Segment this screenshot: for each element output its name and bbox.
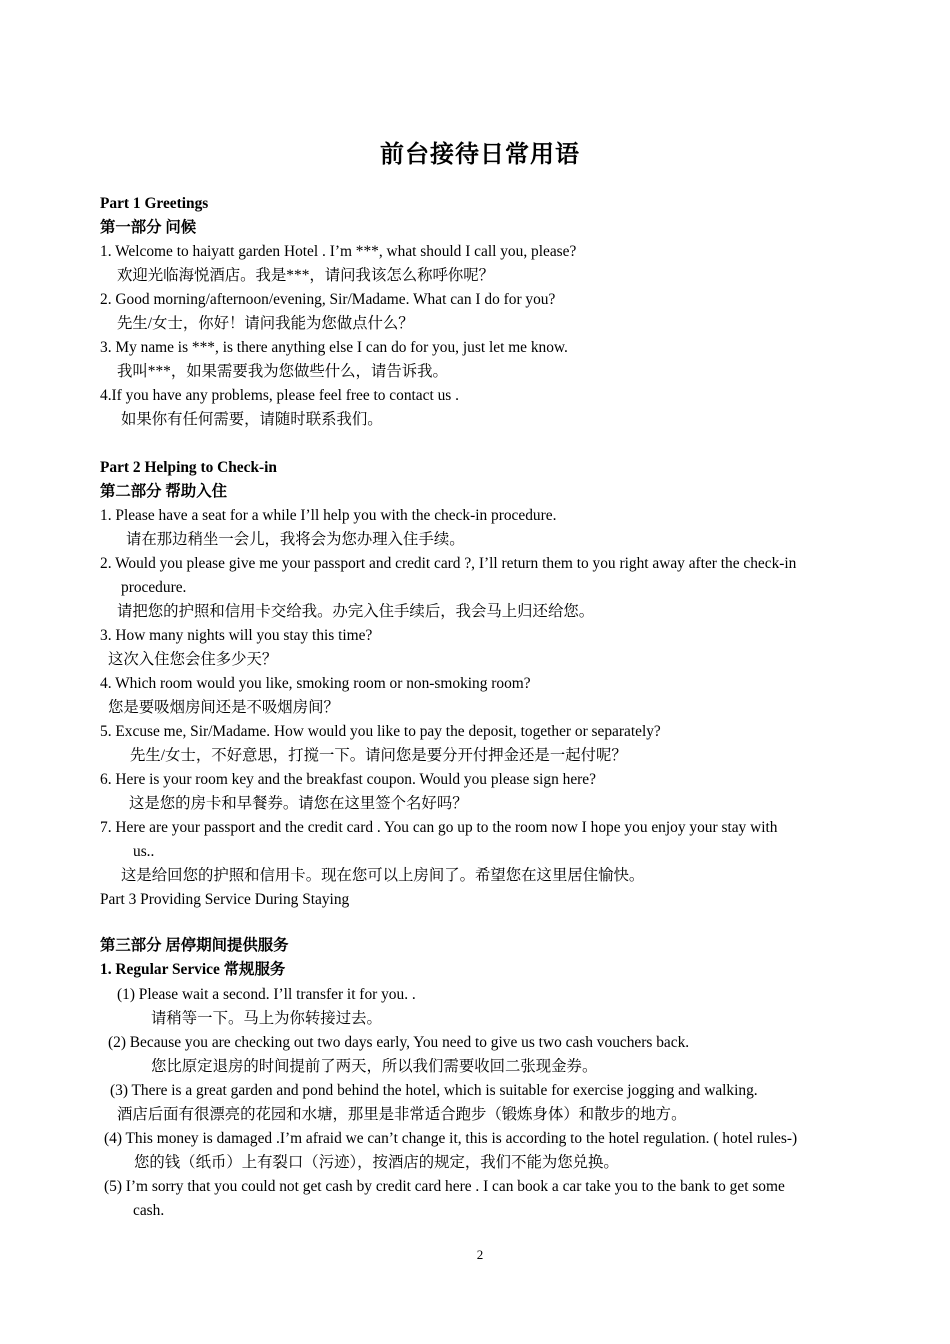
part2-item-6-cn: 这是您的房卡和早餐券。请您在这里签个名好吗？ (129, 795, 468, 812)
part2-item-4-cn: 您是要吸烟房间还是不吸烟房间？ (108, 699, 339, 716)
part1-item-3-en: 3. My name is ***, is there anything else I can do for you, just let me know. (100, 339, 568, 356)
part3-heading-cn: 第三部分 居停期间提供服务 (100, 937, 289, 954)
part1-item-1-en: 1. Welcome to haiyatt garden Hotel . I’m ***, what should I call you, please? (100, 243, 577, 260)
part1-heading-cn: 第一部分 问候 (100, 219, 197, 236)
part2-item-1-en: 1. Please have a seat for a while I’ll help you with the check-in procedure. (100, 507, 557, 524)
part2-item-1-cn: 请在那边稍坐一会儿，我将会为您办理入住手续。 (126, 531, 465, 548)
part2-item-2-en: 2. Would you please give me your passport and credit card ?, I’ll return them to you right away after the check-in (100, 555, 797, 572)
part2-item-3-en: 3. How many nights will you stay this time? (100, 627, 373, 644)
part2-item-7-en: 7. Here are your passport and the credit card . You can go up to the room now I hope you enjoy your stay with (100, 819, 778, 836)
part2-item-5-cn: 先生/女士，不好意思，打搅一下。请问您是要分开付押金还是一起付呢？ (130, 747, 627, 764)
part1-item-3-cn: 我叫***，如果需要我为您做些什么，请告诉我。 (117, 363, 448, 380)
part1-item-4-cn: 如果你有任何需要，请随时联系我们。 (121, 411, 383, 428)
part1-item-4-en: 4.If you have any problems, please feel free to contact us . (100, 387, 459, 404)
page-title: 前台接待日常用语 (380, 142, 580, 168)
part2-item-3-cn: 这次入住您会住多少天？ (108, 651, 278, 668)
part3-item-3-en: (3) There is a great garden and pond behind the hotel, which is suitable for exercise jogging and walking. (110, 1082, 758, 1099)
part3-item-2-en: (2) Because you are checking out two days early, You need to give us two cash vouchers back. (108, 1034, 690, 1051)
part3-item-5-en-cont: cash. (133, 1202, 165, 1219)
part2-heading-en: Part 2 Helping to Check-in (100, 459, 277, 476)
part2-item-2-en-cont: procedure. (121, 579, 187, 596)
part2-item-2-cn: 请把您的护照和信用卡交给我。办完入住手续后，我会马上归还给您。 (117, 603, 595, 620)
part2-heading-cn: 第二部分 帮助入住 (100, 483, 227, 500)
part1-item-2-cn: 先生/女士，你好！请问我能为您做点什么？ (117, 315, 414, 332)
part1-item-1-cn: 欢迎光临海悦酒店。我是***，请问我该怎么称呼你呢？ (117, 267, 495, 284)
page-number: 2 (476, 1247, 484, 1262)
part2-item-6-en: 6. Here is your room key and the breakfast coupon. Would you please sign here? (100, 771, 596, 788)
part3-item-1-en: (1) Please wait a second. I’ll transfer it for you. . (117, 986, 416, 1003)
part3-item-2-cn: 您比原定退房的时间提前了两天，所以我们需要收回二张现金券。 (151, 1058, 598, 1075)
part3-item-1-cn: 请稍等一下。马上为你转接过去。 (151, 1010, 382, 1027)
part3-heading-en: Part 3 Providing Service During Staying (100, 891, 350, 908)
part3-subheading: 1. Regular Service 常规服务 (100, 961, 286, 978)
part3-item-4-en: (4) This money is damaged .I’m afraid we can’t change it, this is according to the hotel regulation. ( hotel rules-) (104, 1130, 798, 1147)
part3-item-5-en: (5) I’m sorry that you could not get cash by credit card here . I can book a car take you to the bank to get some (104, 1178, 785, 1195)
part2-item-5-en: 5. Excuse me, Sir/Madame. How would you like to pay the deposit, together or separately? (100, 723, 661, 740)
part3-item-3-cn: 酒店后面有很漂亮的花园和水塘，那里是非常适合跑步（锻炼身体）和散步的地方。 (117, 1106, 687, 1123)
part2-item-7-cn: 这是给回您的护照和信用卡。现在您可以上房间了。希望您在这里居住愉快。 (121, 867, 645, 884)
part2-item-4-en: 4. Which room would you like, smoking room or non-smoking room? (100, 675, 531, 692)
part2-item-7-en-cont: us.. (133, 843, 155, 860)
part3-item-4-cn: 您的钱（纸币）上有裂口（污迹），按酒店的规定，我们不能为您兑换。 (134, 1154, 619, 1171)
part1-heading-en: Part 1 Greetings (100, 195, 209, 212)
part1-item-2-en: 2. Good morning/afternoon/evening, Sir/Madame. What can I do for you? (100, 291, 556, 308)
